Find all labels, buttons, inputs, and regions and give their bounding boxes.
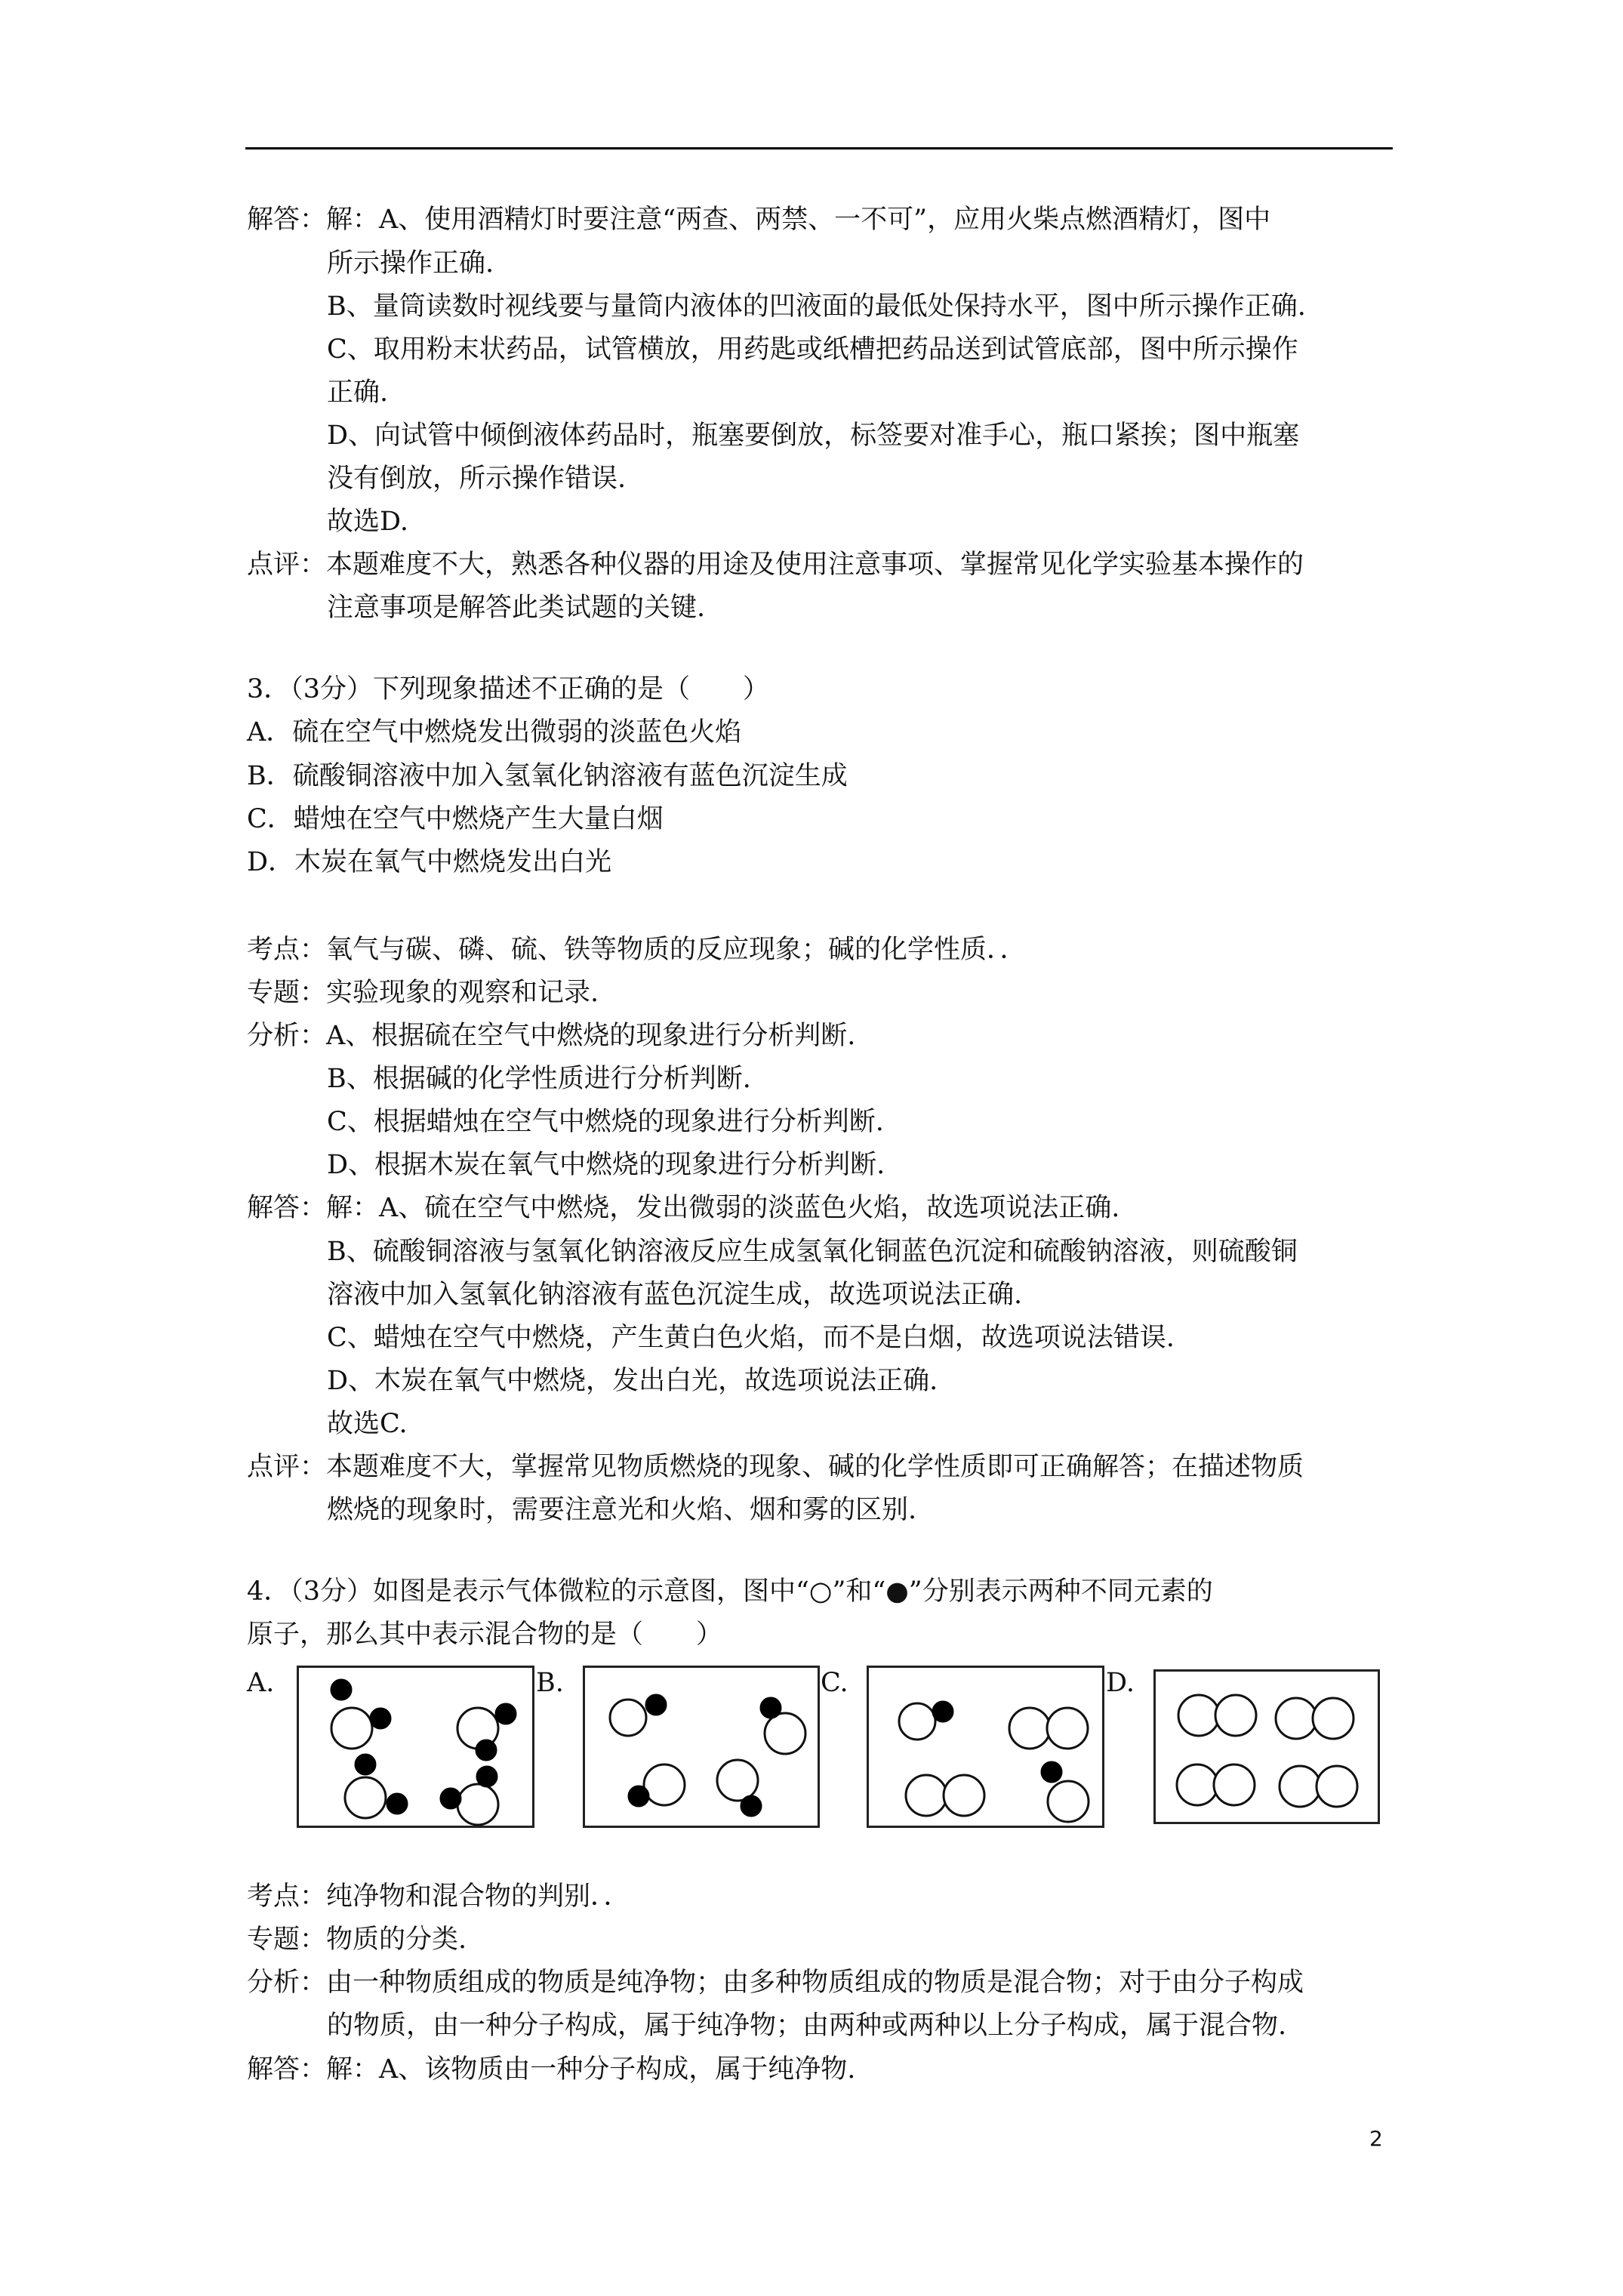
q3-jieda: 解答：解：A、硫在空气中燃烧，发出微弱的淡蓝色火焰，故选项说法正确. — [247, 1193, 1120, 1223]
white-atom — [899, 1703, 935, 1740]
white-atom — [1047, 1708, 1088, 1749]
black-atom — [355, 1754, 376, 1775]
white-atom — [1215, 1695, 1256, 1736]
q4-fenxi: 分析：由一种物质组成的物质是纯净物；由多种物质组成的物质是混合物；对于由分子构成 — [247, 1968, 1304, 1998]
q4-stem: 4．（3分）如图是表示气体微粒的示意图，图中“○”和“●”分别表示两种不同元素的 — [247, 1576, 1213, 1607]
black-atom — [476, 1740, 497, 1761]
answer2-line: B、量筒读数时视线要与量筒内液体的凹液面的最低处保持水平，图中所示操作正确. — [327, 291, 1306, 322]
q4-option-label-d: D. — [1106, 1668, 1135, 1698]
black-atom — [387, 1793, 408, 1814]
q3-option-a: A．硫在空气中燃烧发出微弱的淡蓝色火焰 — [247, 717, 742, 747]
white-atom — [1048, 1781, 1089, 1822]
q4-option-label-b: B. — [536, 1668, 564, 1698]
q3-jieda: B、硫酸铜溶液与氢氧化钠溶液反应生成氢氧化铜蓝色沉淀和硫酸钠溶液，则硫酸铜 — [327, 1237, 1298, 1267]
white-atom — [457, 1784, 498, 1825]
q3-dianping: 燃烧的现象时，需要注意光和火焰、烟和雾的区别. — [327, 1495, 917, 1525]
black-atom — [370, 1708, 391, 1729]
white-atom — [1276, 1698, 1317, 1739]
black-atom — [1041, 1761, 1062, 1783]
answer2-comment: 注意事项是解答此类试题的关键. — [327, 593, 706, 623]
q3-zhuanti: 专题：实验现象的观察和记录. — [247, 978, 599, 1008]
q4-kaodian: 考点：纯净物和混合物的判别．． — [247, 1881, 630, 1912]
black-atom — [331, 1679, 352, 1700]
q3-fenxi: 分析：A、根据硫在空气中燃烧的现象进行分析判断. — [247, 1021, 856, 1051]
q4-zhuanti: 专题：物质的分类. — [247, 1925, 467, 1955]
white-atom — [1009, 1708, 1050, 1749]
q4-stem: 原子，那么其中表示混合物的是（ ） — [247, 1620, 723, 1650]
answer2-comment: 点评：本题难度不大，熟悉各种仪器的用途及使用注意事项、掌握常见化学实验基本操作的 — [247, 550, 1304, 580]
black-atom — [440, 1788, 461, 1809]
answer2-line: 正确. — [327, 378, 389, 408]
black-atom — [760, 1697, 781, 1718]
q4-jieda: 解答：解：A、该物质由一种分子构成，属于纯净物. — [247, 2054, 856, 2085]
white-atom — [644, 1764, 685, 1805]
q3-kaodian: 考点：氧气与碳、磷、硫、铁等物质的反应现象；碱的化学性质．． — [247, 935, 1027, 965]
q3-dianping: 点评：本题难度不大，掌握常见物质燃烧的现象、碱的化学性质即可正确解答；在描述物质 — [247, 1452, 1304, 1482]
white-atom — [906, 1775, 947, 1816]
white-atom — [345, 1777, 386, 1818]
black-atom — [476, 1766, 497, 1787]
white-atom — [1214, 1764, 1255, 1805]
q3-fenxi: C、根据蜡烛在空气中燃烧的现象进行分析判断. — [327, 1107, 884, 1137]
white-atom — [944, 1775, 984, 1816]
white-atom — [610, 1700, 646, 1736]
q3-option-c: C．蜡烛在空气中燃烧产生大量白烟 — [247, 804, 664, 834]
white-atom — [1313, 1698, 1354, 1739]
answer2-line: 没有倒放，所示操作错误. — [327, 464, 627, 494]
q4-fenxi: 的物质，由一种分子构成，属于纯净物；由两种或两种以上分子构成，属于混合物. — [327, 2011, 1287, 2041]
q3-stem: 3．（3分）下列现象描述不正确的是（ ） — [247, 674, 770, 704]
page-number: 2 — [1369, 2126, 1383, 2151]
black-atom — [628, 1786, 649, 1807]
white-atom — [1178, 1695, 1219, 1736]
black-atom — [741, 1795, 762, 1817]
q3-jieda: C、蜡烛在空气中燃烧，产生黄白色火焰，而不是白烟，故选项说法错误. — [327, 1323, 1175, 1353]
q4-option-label-a: A. — [247, 1668, 275, 1698]
white-atom — [1177, 1764, 1218, 1805]
q3-jieda: 故选C. — [327, 1409, 408, 1439]
black-atom — [932, 1701, 953, 1722]
white-atom — [765, 1713, 805, 1754]
white-atom — [717, 1760, 758, 1801]
black-atom — [645, 1694, 667, 1715]
q3-option-d: D．木炭在氧气中燃烧发出白光 — [247, 847, 612, 877]
q3-fenxi: B、根据碱的化学性质进行分析判断. — [327, 1064, 751, 1094]
white-atom — [1317, 1766, 1357, 1807]
white-atom — [1280, 1766, 1320, 1807]
q3-option-b: B．硫酸铜溶液中加入氢氧化钠溶液有蓝色沉淀生成 — [247, 761, 848, 791]
q3-fenxi: D、根据木炭在氧气中燃烧的现象进行分析判断. — [327, 1150, 885, 1180]
answer2-line: 故选D. — [327, 507, 408, 537]
q3-jieda: 溶液中加入氢氧化钠溶液有蓝色沉淀生成，故选项说法正确. — [327, 1280, 1023, 1310]
answer2-line: 解答：解：A、使用酒精灯时要注意“两查、两禁、一不可”，应用火柴点燃酒精灯，图中 — [247, 205, 1271, 235]
answer2-line: 所示操作正确. — [327, 248, 494, 279]
white-atom — [331, 1708, 372, 1749]
q3-jieda: D、木炭在氧气中燃烧，发出白光，故选项说法正确. — [327, 1366, 938, 1396]
q4-option-label-c: C. — [821, 1668, 848, 1698]
answer2-line: C、取用粉末状药品，试管横放，用药匙或纸槽把药品送到试管底部，图中所示操作 — [327, 334, 1298, 365]
answer2-line: D、向试管中倾倒液体药品时，瓶塞要倒放，标签要对准手心，瓶口紧挨；图中瓶塞 — [327, 421, 1300, 451]
black-atom — [495, 1703, 516, 1724]
